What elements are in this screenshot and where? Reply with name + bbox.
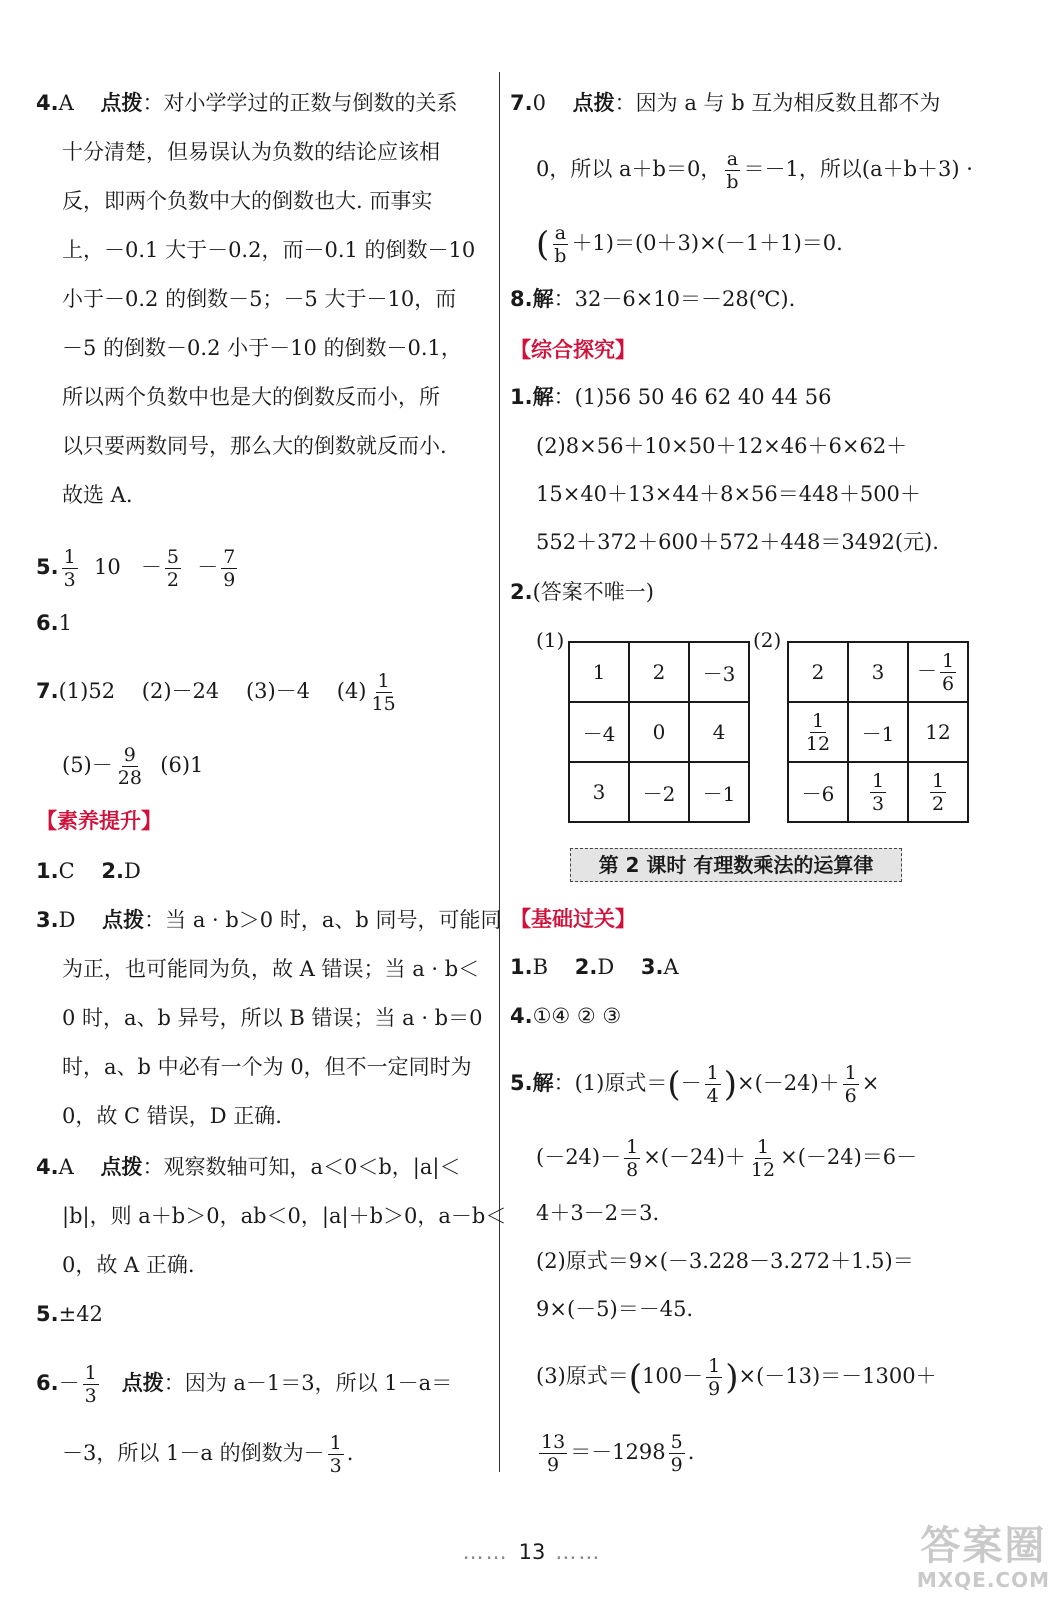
- watermark-logo: 答案圈 MXQE.COM: [916, 1523, 1050, 1592]
- b4-answer: 4.①④ ② ③: [510, 1004, 622, 1028]
- fraction: $\frac{7}{9}$: [223, 546, 236, 591]
- r8-answer: 8.解：32－6×10＝－28(℃).: [510, 287, 796, 311]
- fraction: $\frac{1}{9}$: [708, 1355, 721, 1400]
- b5-line-6: (3)原式＝(100－ $\frac{1}{9}$ )×(－13)＝－1300＋: [536, 1355, 937, 1400]
- section-heading-jichu: 【基础过关】: [510, 907, 636, 931]
- fraction: $\frac{5}{9}$: [670, 1431, 683, 1476]
- fraction: $\frac{9}{28}$: [117, 744, 142, 789]
- fraction: $\frac{1}{2}$: [931, 769, 945, 815]
- b5-line-5: 9×(－5)＝－45.: [536, 1297, 694, 1321]
- grid-cell: [788, 702, 848, 762]
- fraction: $\frac{1}{12}$: [750, 1136, 776, 1181]
- s5-answer: 5.±42: [36, 1302, 103, 1326]
- section-heading-suyang: 【素养提升】: [36, 809, 162, 833]
- q4-line-1: 4.A 点拨：对小学学过的正数与倒数的关系: [36, 91, 458, 115]
- b5-line-7: $\frac{13}{9}$ ＝－1298 $\frac{5}{9}$ .: [541, 1431, 695, 1476]
- fraction: $\frac{1}{3}$: [63, 546, 76, 591]
- grid-cell: 1: [569, 642, 629, 702]
- grid-cell: －4: [569, 702, 629, 762]
- fraction: $\frac{1}{4}$: [706, 1062, 719, 1107]
- grid-cell: － $\frac{1}{6}$: [908, 642, 968, 702]
- grid-cell: [908, 762, 968, 822]
- grid-cell: 4: [689, 702, 749, 762]
- r7-line-1: 7.0 点拨：因为 a 与 b 互为相反数且都不为: [510, 91, 941, 115]
- fraction: $\frac{1}{6}$: [844, 1062, 857, 1107]
- e1-line-4: 552＋372＋600＋572＋448＝3492(元).: [536, 530, 939, 554]
- q4-line-7: 所以两个负数中也是大的倒数反而小，所: [62, 385, 440, 409]
- q4-line-6: －5 的倒数－0.2 小于－10 的倒数－0.1，: [62, 336, 462, 360]
- s3-line-4: 时，a、b 中必有一个为 0，但不一定同时为: [62, 1055, 472, 1079]
- fraction: $\frac{1}{15}$: [371, 670, 396, 715]
- grid-2-label: (2): [753, 628, 782, 652]
- fraction: $\frac{a}{b}$: [726, 148, 739, 193]
- fraction: $\frac{1}{3}$: [871, 769, 885, 815]
- e1-line-1: 1.解：(1)56 50 46 62 40 44 56: [510, 385, 832, 409]
- grid-cell: －2: [629, 762, 689, 822]
- q4-line-3: 反，即两个负数中大的倒数也大. 而事实: [62, 189, 433, 213]
- magic-square-2: [787, 641, 969, 823]
- e1-line-3: 15×40＋13×44＋8×56＝448＋500＋: [536, 482, 921, 506]
- fraction: $\frac{13}{9}$: [541, 1431, 566, 1476]
- b5-line-4: (2)原式＝9×(－3.228－3.272＋1.5)＝: [536, 1249, 914, 1273]
- section-heading-zonghe: 【综合探究】: [510, 338, 636, 362]
- q6-answer: 6.1: [36, 611, 72, 635]
- grid-cell: －6: [788, 762, 848, 822]
- grid-cell: －1: [689, 762, 749, 822]
- fraction: $\frac{1}{8}$: [626, 1136, 639, 1181]
- grid-cell: 3: [569, 762, 629, 822]
- s3-line-2: 为正，也可能同为负，故 A 错误；当 a · b＜: [62, 957, 480, 981]
- s6-line-2: －3，所以 1－a 的倒数为－ $\frac{1}{3}$ .: [62, 1432, 354, 1477]
- grid-cell: 2: [788, 642, 848, 702]
- s4-line-1: 4.A 点拨：观察数轴可知，a＜0＜b，|a|＜: [36, 1155, 461, 1179]
- grid-cell: －1: [848, 702, 908, 762]
- s3-line-5: 0，故 C 错误，D 正确.: [62, 1104, 282, 1128]
- fraction: $\frac{1}{3}$: [84, 1362, 97, 1407]
- fraction: $\frac{a}{b}$: [554, 222, 567, 267]
- s6-line-1: 6.－ $\frac{1}{3}$ 点拨：因为 a－1＝3，所以 1－a＝: [36, 1362, 453, 1407]
- grid-cell: [848, 762, 908, 822]
- b5-line-3: 4＋3－2＝3.: [536, 1201, 660, 1225]
- column-divider: [499, 72, 500, 1472]
- magic-square-1: [568, 641, 750, 823]
- grid-1-label: (1): [536, 628, 565, 652]
- s3-line-3: 0 时，a、b 异号，所以 B 错误；当 a · b＝0: [62, 1006, 483, 1030]
- e2-heading: 2.(答案不唯一): [510, 580, 654, 604]
- b5-line-2: (－24)－ $\frac{1}{8}$ ×(－24)＋ $\frac{1}{12}$ ×(－24)＝6－: [536, 1136, 918, 1181]
- q4-line-8: 以只要两数同号，那么大的倒数就反而小.: [62, 434, 447, 458]
- q7-line-1: 7.(1)52 (2)－24 (3)－4 (4) $\frac{1}{15}$: [36, 670, 396, 715]
- q7-line-2: (5)－ $\frac{9}{28}$ (6)1: [62, 744, 204, 789]
- grid-cell: 0: [629, 702, 689, 762]
- b1-b3-answers: 1.B 2.D 3.A: [510, 955, 679, 979]
- s3-line-1: 3.D 点拨：当 a · b＞0 时，a、b 同号，可能同: [36, 908, 502, 932]
- lesson-title: 第 2 课时 有理数乘法的运算律: [570, 848, 902, 882]
- q5-answer: 5. $\frac{1}{3}$ 10 － $\frac{5}{2}$ － $\frac{7}{9}$: [36, 546, 236, 591]
- e1-line-2: (2)8×56＋10×50＋12×46＋6×62＋: [536, 434, 908, 458]
- grid-cell: 12: [908, 702, 968, 762]
- q4-line-2: 十分清楚，但易误认为负数的结论应该相: [62, 140, 440, 164]
- s1-s2-answers: 1.C 2.D: [36, 859, 141, 883]
- s4-line-2: |b|，则 a＋b＞0，ab＜0，|a|＋b＞0，a－b＜: [62, 1204, 507, 1228]
- fraction: $\frac{5}{2}$: [166, 546, 179, 591]
- fraction: $\frac{1}{3}$: [329, 1432, 342, 1477]
- page-number: …… 13 ……: [462, 1540, 602, 1564]
- r7-line-2: 0，所以 a＋b＝0， $\frac{a}{b}$ ＝－1，所以(a＋b＋3) ·: [536, 148, 973, 193]
- q4-line-5: 小于－0.2 的倒数－5；－5 大于－10，而: [62, 287, 457, 311]
- s4-line-3: 0，故 A 正确.: [62, 1253, 195, 1277]
- grid-cell: －3: [689, 642, 749, 702]
- b5-line-1: 5.解：(1)原式＝(－ $\frac{1}{4}$ )×(－24)＋ $\frac{1}{6}$ ×: [510, 1062, 880, 1107]
- fraction: $\frac{1}{12}$: [805, 709, 831, 755]
- r7-line-3: ( $\frac{a}{b}$ ＋1)＝(0＋3)×(－1＋1)＝0.: [536, 222, 843, 267]
- q4-line-9: 故选 A.: [62, 483, 133, 507]
- fraction: $\frac{1}{6}$: [941, 649, 955, 695]
- grid-cell: 3: [848, 642, 908, 702]
- q4-line-4: 上，－0.1 大于－0.2，而－0.1 的倒数－10: [62, 238, 476, 262]
- grid-cell: 2: [629, 642, 689, 702]
